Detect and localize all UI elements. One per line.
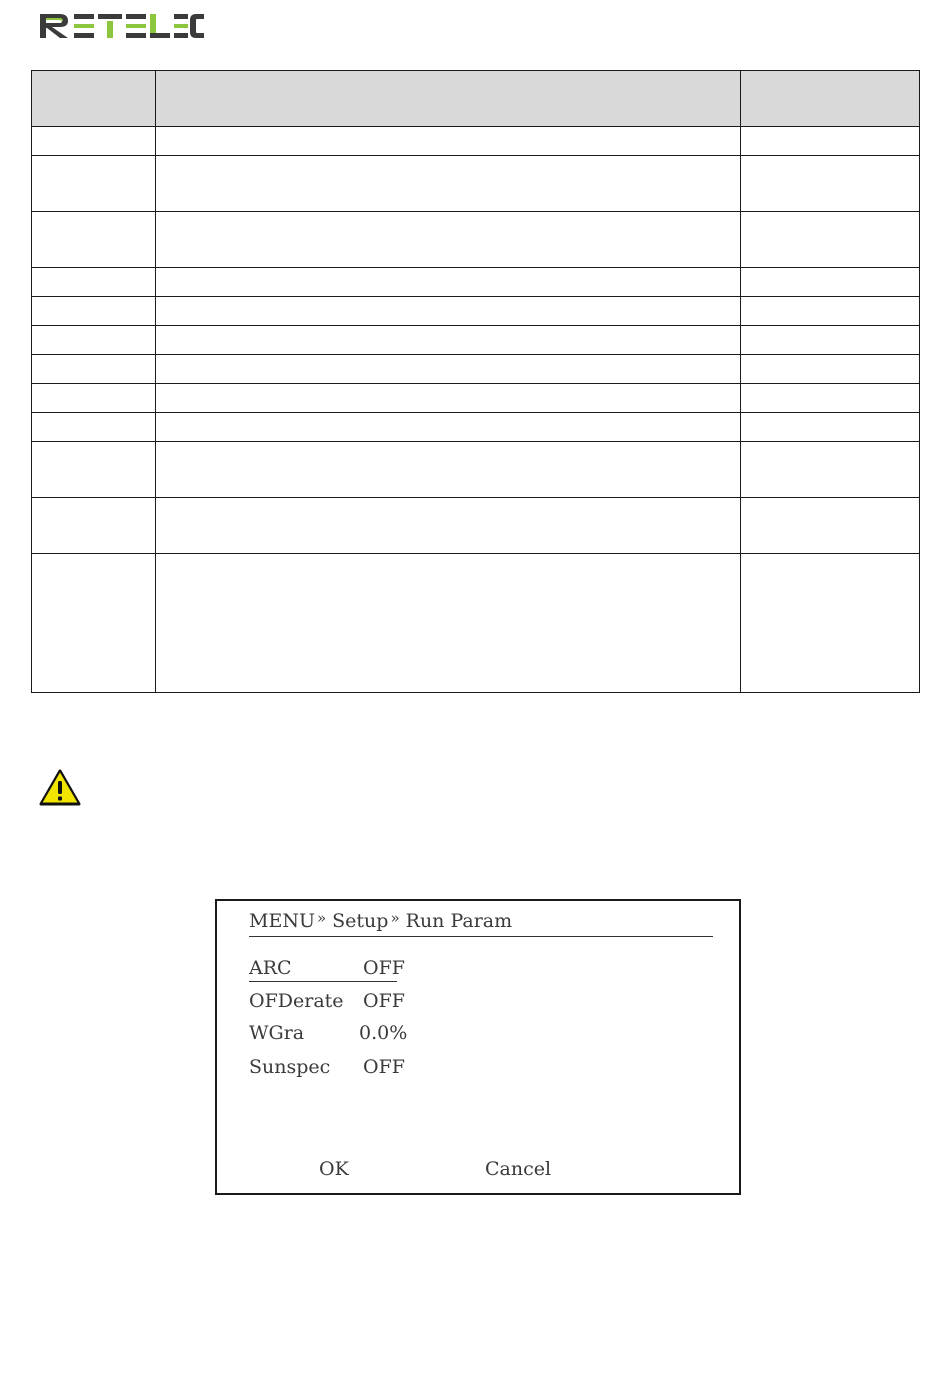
table-cell: [32, 355, 156, 384]
table-row: [32, 127, 920, 156]
table-cell: [741, 127, 920, 156]
table-row: [32, 212, 920, 268]
table-row: [32, 413, 920, 442]
table-cell: [156, 355, 741, 384]
table-cell: [32, 268, 156, 297]
param-value: OFF: [363, 1056, 405, 1078]
table-cell: [156, 384, 741, 413]
table-header-cell: [156, 71, 741, 127]
param-name: ARC: [249, 957, 292, 979]
table-row: [32, 326, 920, 355]
table-cell: [741, 355, 920, 384]
table-cell: [156, 212, 741, 268]
table-cell: [156, 297, 741, 326]
table-cell: [156, 268, 741, 297]
selection-underline: [249, 981, 397, 982]
param-row-sunspec[interactable]: [249, 1056, 405, 1078]
table-cell: [156, 442, 741, 498]
table-cell: [156, 127, 741, 156]
table-cell: [32, 442, 156, 498]
table-row: [32, 268, 920, 297]
table-cell: [741, 156, 920, 212]
table-cell: [32, 554, 156, 693]
table-row: [32, 297, 920, 326]
table-cell: [32, 212, 156, 268]
table-row: [32, 156, 920, 212]
table-cell: [741, 413, 920, 442]
table-cell: [32, 297, 156, 326]
table-cell: [741, 212, 920, 268]
table-cell: [741, 498, 920, 554]
table-cell: [741, 326, 920, 355]
table-cell: [32, 498, 156, 554]
table-cell: [32, 413, 156, 442]
table-cell: [32, 156, 156, 212]
table-cell: [32, 326, 156, 355]
table-cell: [32, 127, 156, 156]
param-value: OFF: [363, 990, 405, 1012]
breadcrumb-separator: »: [316, 909, 327, 927]
table-cell: [32, 384, 156, 413]
table-header-row: [32, 71, 920, 127]
warning-triangle-icon: [39, 769, 81, 807]
table-header-cell: [32, 71, 156, 127]
table-row: [32, 498, 920, 554]
param-name: Sunspec: [249, 1056, 331, 1078]
table-cell: [741, 384, 920, 413]
table-cell: [741, 554, 920, 693]
param-row-arc[interactable]: [249, 957, 405, 979]
parameter-table: [31, 70, 920, 693]
breadcrumb-separator: »: [390, 909, 400, 927]
table-cell: [741, 268, 920, 297]
cancel-button[interactable]: Cancel: [485, 1158, 552, 1180]
table-cell: [156, 554, 741, 693]
table-cell: [741, 297, 920, 326]
breadcrumb-item-setup[interactable]: Setup: [332, 910, 389, 932]
table-cell: [741, 442, 920, 498]
param-row-wgra[interactable]: [249, 1022, 407, 1044]
lcd-screen: [215, 899, 741, 1195]
table-row: [32, 384, 920, 413]
table-header-cell: [741, 71, 920, 127]
param-value: OFF: [363, 957, 405, 979]
breadcrumb: [249, 910, 713, 937]
table-row: [32, 355, 920, 384]
table-cell: [156, 413, 741, 442]
table-row: [32, 554, 920, 693]
param-name: OFDerate: [249, 990, 344, 1012]
param-row-ofderate[interactable]: [249, 990, 405, 1012]
ok-button[interactable]: OK: [319, 1158, 349, 1180]
retelec-logo: [38, 10, 206, 42]
table-row: [32, 442, 920, 498]
breadcrumb-item-run-param: Run Param: [405, 910, 513, 932]
table-cell: [156, 326, 741, 355]
table-cell: [156, 498, 741, 554]
table-cell: [156, 156, 741, 212]
breadcrumb-item-menu[interactable]: MENU: [249, 910, 315, 932]
param-name: WGra: [249, 1022, 305, 1044]
param-value: 0.0%: [359, 1022, 408, 1044]
